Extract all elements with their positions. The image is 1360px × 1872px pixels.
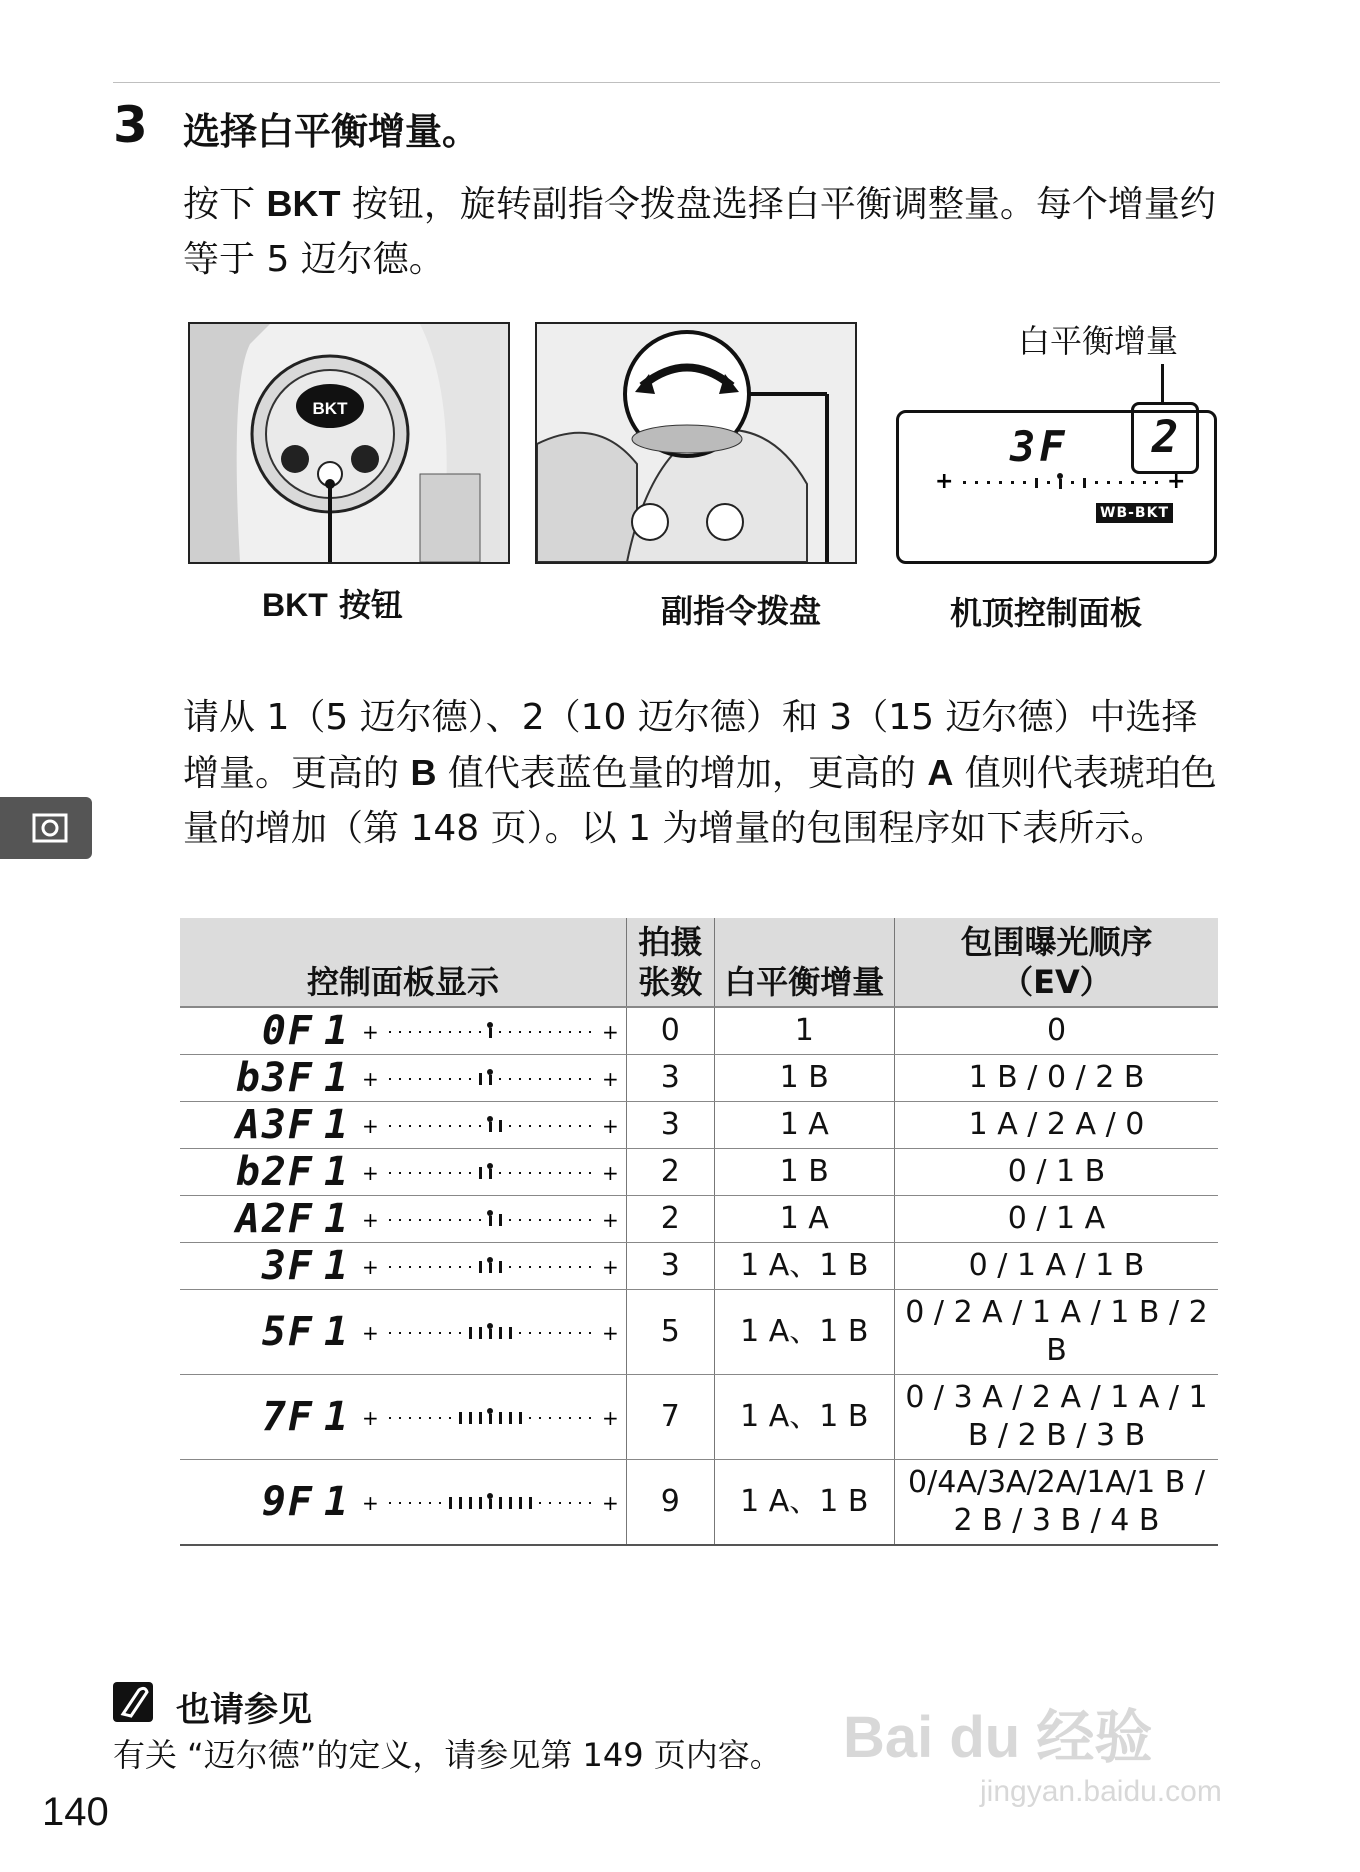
cell-increment: 1 A、1 B [714,1460,894,1546]
table-row [180,1375,1218,1460]
cell-increment: 1 A、1 B [714,1243,894,1290]
display-code: A3F [235,1102,314,1148]
bkt-keyword: BKT [266,183,341,224]
svg-text:+: + [602,1114,619,1138]
cell-shots: 3 [627,1102,715,1149]
row-scale-icon [360,1205,620,1233]
cell-order: 0 [894,1007,1218,1055]
cell-display [180,1243,627,1290]
lcd-label-line [1161,364,1164,404]
step-number: 3 [113,96,148,154]
cell-order: 0 / 1 A [894,1196,1218,1243]
svg-text:+: + [362,1491,379,1515]
intro-paragraph: 按下 BKT 按钮，旋转副指令拨盘选择白平衡调整量。每个增量约等于 5 迈尔德。 [183,183,1216,280]
svg-text:+: + [602,1406,619,1430]
cell-order: 0 / 3 A / 2 A / 1 A / 1 B / 2 B / 3 B [894,1375,1218,1460]
cell-shots: 2 [627,1196,715,1243]
svg-text:+: + [602,1208,619,1232]
chapter-tab [0,797,92,859]
lcd-digits: 3F [1010,422,1069,471]
cell-increment: 1 A [714,1196,894,1243]
svg-text:+: + [602,1161,619,1185]
table-row [180,1243,1218,1290]
cell-display [180,1460,627,1546]
svg-text:+: + [362,1114,379,1138]
cell-shots: 2 [627,1149,715,1196]
svg-text:+: + [602,1020,619,1044]
table-row [180,1055,1218,1102]
cell-order: 0/4A/3A/2A/1A/1 B / 2 B / 3 B / 4 B [894,1460,1218,1546]
svg-text:+: + [362,1208,379,1232]
display-code: A2F [235,1196,314,1242]
row-scale-icon [360,1158,620,1186]
cell-display [180,1375,627,1460]
row-scale-icon [360,1017,620,1045]
row-scale-icon [360,1111,620,1139]
svg-text:+: + [362,1255,379,1279]
svg-text:+: + [602,1321,619,1345]
header-display: 控制面板显示 [180,918,627,1007]
note-pencil-icon [113,1682,153,1722]
wb-bkt-indicator: WB-BKT [1096,503,1173,523]
sub-command-dial-photo [535,322,857,564]
cell-display [180,1007,627,1055]
row-scale-icon [360,1252,620,1280]
cell-increment: 1 B [714,1149,894,1196]
display-code: 9F [261,1479,314,1525]
display-step: 1 [324,1309,349,1355]
row-scale-icon [360,1064,620,1092]
lcd-selected-increment: 2 [1131,402,1199,474]
display-code: 0F [261,1008,314,1054]
caption-sub-command-dial: 副指令拨盘 [661,592,822,630]
svg-text:+: + [602,1491,619,1515]
top-rule [113,82,1220,83]
cell-display [180,1149,627,1196]
bracketing-table [180,918,1218,1546]
watermark-url: jingyan.baidu.com [980,1775,1222,1808]
cell-order: 0 / 1 A / 1 B [894,1243,1218,1290]
header-order: 包围曝光顺序 （EV） [894,918,1218,1007]
display-step: 1 [324,1102,349,1148]
body-paragraph: 请从 1（5 迈尔德）、2（10 迈尔德）和 3（15 迈尔德）中选择增量。更高的 B 值代表蓝色量的增加，更高的 A 值则代表琥珀色量的增加（第 148 页）。以 1 为增量的包围程序如下表所示。 [183,697,1217,849]
header-wb-increment: 白平衡增量 [714,918,894,1007]
svg-text:+: + [362,1321,379,1345]
table-row [180,1007,1218,1055]
table-row [180,1460,1218,1546]
cell-shots: 9 [627,1460,715,1546]
display-step: 1 [324,1055,349,1101]
display-code: b2F [235,1149,314,1195]
svg-text:+: + [362,1067,379,1091]
step-title: 选择白平衡增量。 [183,110,479,153]
row-scale-icon [360,1318,620,1346]
caption-bkt-button: BKT 按钮 [262,586,403,624]
bkt-button-photo [188,322,510,564]
svg-text:+: + [602,1067,619,1091]
cell-display [180,1055,627,1102]
cell-increment: 1 A、1 B [714,1375,894,1460]
header-shots: 拍摄 张数 [627,918,715,1007]
caption-control-panel: 机顶控制面板 [950,594,1143,632]
cell-shots: 0 [627,1007,715,1055]
svg-text:+: + [362,1406,379,1430]
table-row [180,1102,1218,1149]
cell-shots: 3 [627,1243,715,1290]
cell-order: 1 B / 0 / 2 B [894,1055,1218,1102]
svg-text:+: + [602,1255,619,1279]
table-row [180,1196,1218,1243]
cell-shots: 5 [627,1290,715,1375]
row-scale-icon [360,1403,620,1431]
display-code: 7F [261,1394,314,1440]
table-row [180,1149,1218,1196]
svg-text:+: + [362,1161,379,1185]
display-step: 1 [324,1196,349,1242]
display-step: 1 [324,1008,349,1054]
cell-increment: 1 B [714,1055,894,1102]
cell-increment: 1 A [714,1102,894,1149]
cell-display [180,1196,627,1243]
camera-icon [34,815,66,841]
watermark-brand: Bai du 经验 [843,1705,1153,1770]
lcd-scale [935,470,1185,498]
cell-increment: 1 [714,1007,894,1055]
lcd-label: 白平衡增量 [1018,322,1179,360]
cell-display [180,1290,627,1375]
cell-increment: 1 A、1 B [714,1290,894,1375]
cell-shots: 3 [627,1055,715,1102]
bkt-badge: BKT [312,399,348,418]
cell-display [180,1102,627,1149]
svg-text:+: + [362,1020,379,1044]
page-number: 140 [42,1790,109,1834]
svg-text:+: + [935,470,954,494]
display-code: 5F [261,1309,314,1355]
display-step: 1 [324,1149,349,1195]
display-step: 1 [324,1394,349,1440]
display-code: 3F [261,1243,314,1289]
row-scale-icon [360,1488,620,1516]
display-code: b3F [235,1055,314,1101]
table-row [180,1290,1218,1375]
cell-order: 0 / 2 A / 1 A / 1 B / 2 B [894,1290,1218,1375]
note-body: 有关 “迈尔德”的定义，请参见第 149 页内容。 [113,1736,782,1774]
display-step: 1 [324,1479,349,1525]
display-step: 1 [324,1243,349,1289]
cell-shots: 7 [627,1375,715,1460]
cell-order: 0 / 1 B [894,1149,1218,1196]
note-title: 也请参见 [176,1690,312,1730]
svg-text:+: + [1167,470,1185,494]
cell-order: 1 A / 2 A / 0 [894,1102,1218,1149]
